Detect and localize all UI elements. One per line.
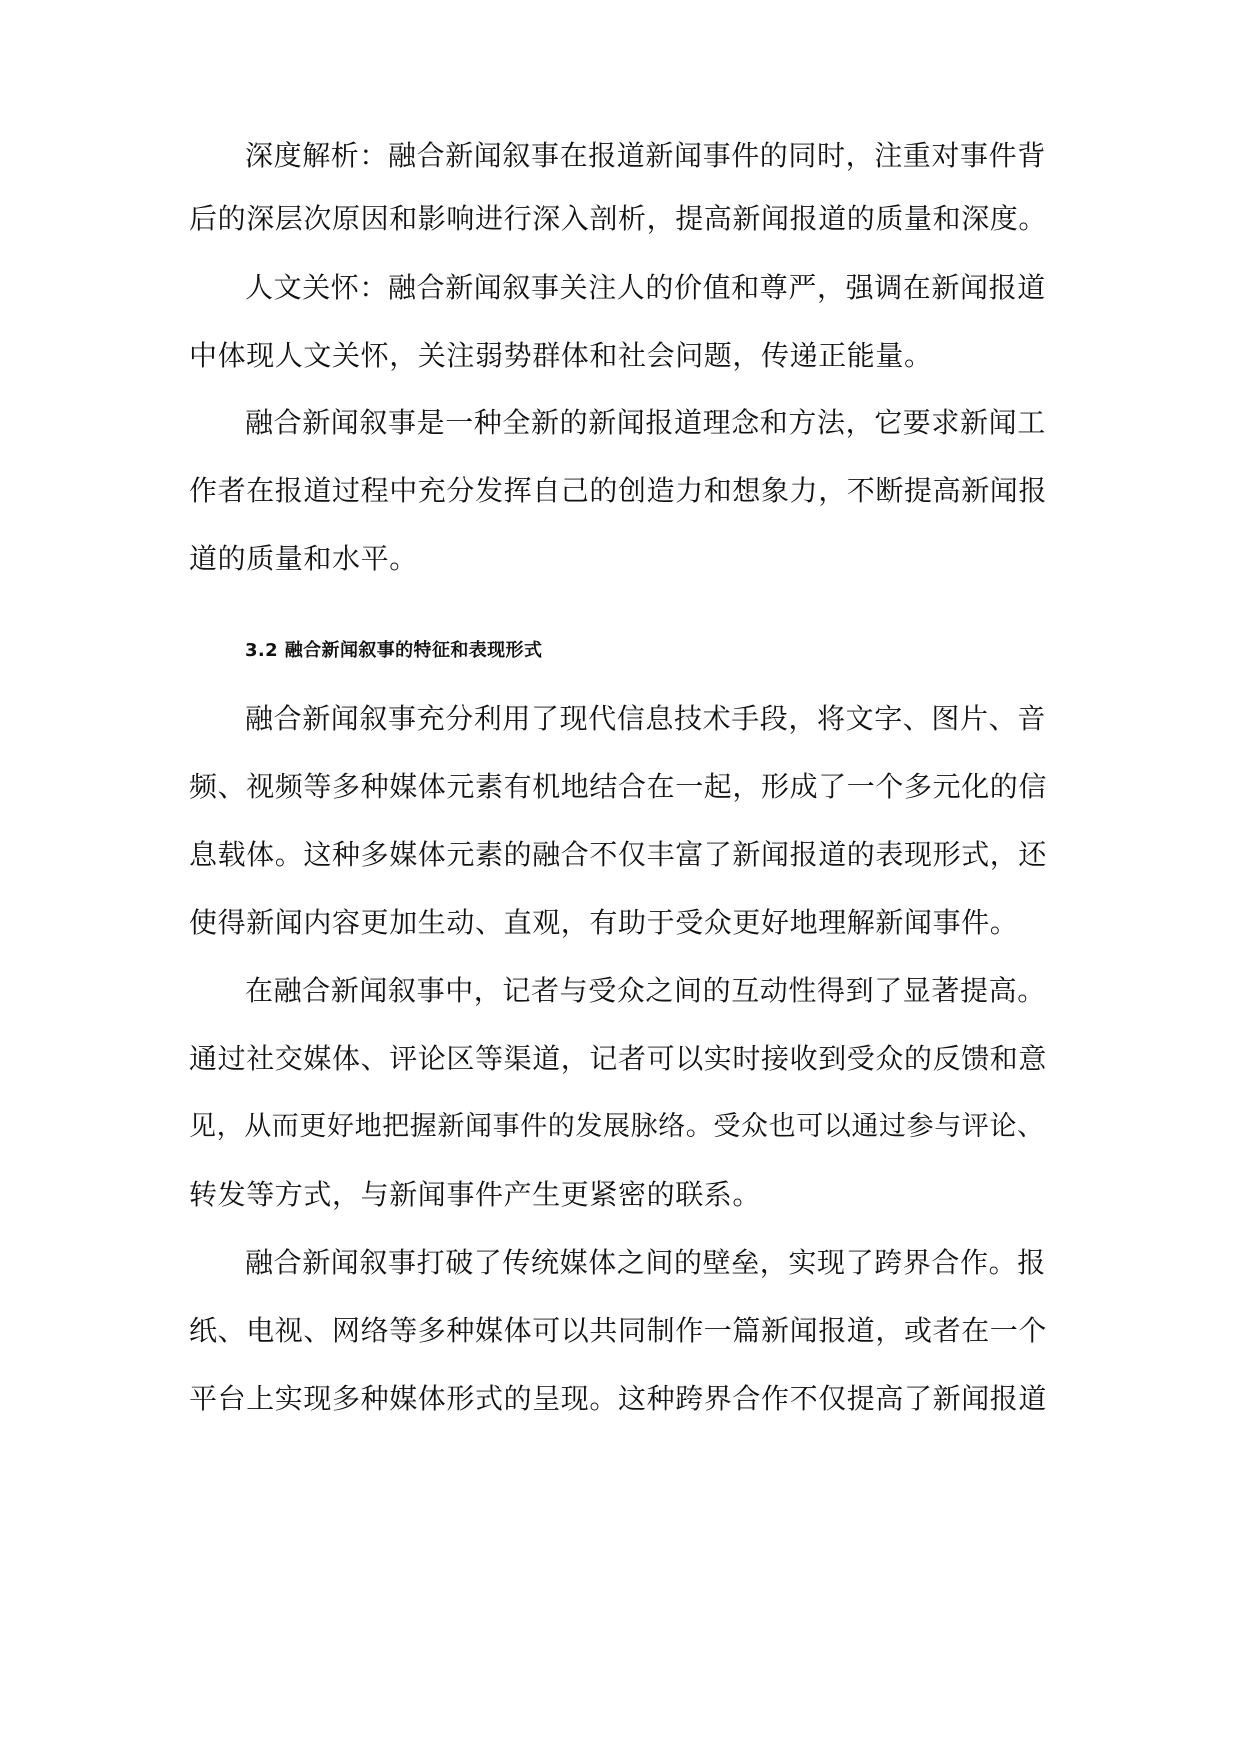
paragraph-line: 中体现人文关怀，关注弱势群体和社会问题，传递正能量。 xyxy=(189,339,933,372)
paragraph-line: 纸、电视、网络等多种媒体可以共同制作一篇新闻报道，或者在一个 xyxy=(189,1314,1048,1347)
paragraph-line: 融合新闻叙事是一种全新的新闻报道理念和方法，它要求新闻工 xyxy=(245,406,1046,439)
paragraph-line: 息载体。这种多媒体元素的融合不仅丰富了新闻报道的表现形式，还 xyxy=(189,838,1048,871)
paragraph-line: 转发等方式，与新闻事件产生更紧密的联系。 xyxy=(189,1178,762,1211)
paragraph-line: 融合新闻叙事充分利用了现代信息技术手段，将文字、图片、音 xyxy=(245,702,1046,735)
paragraph-line: 通过社交媒体、评论区等渠道，记者可以实时接收到受众的反馈和意 xyxy=(189,1042,1048,1075)
paragraph-line: 融合新闻叙事打破了传统媒体之间的壁垒，实现了跨界合作。报 xyxy=(245,1246,1046,1279)
paragraph-line: 见，从而更好地把握新闻事件的发展脉络。受众也可以通过参与评论、 xyxy=(189,1111,1045,1142)
paragraph-line: 深度解析：融合新闻叙事在报道新闻事件的同时，注重对事件背 xyxy=(245,139,1046,172)
paragraph-line: 使得新闻内容更加生动、直观，有助于受众更好地理解新闻事件。 xyxy=(189,906,1019,939)
paragraph-line: 人文关怀：融合新闻叙事关注人的价值和尊严，强调在新闻报道 xyxy=(245,271,1046,304)
paragraph-line: 平台上实现多种媒体形式的呈现。这种跨界合作不仅提高了新闻报道 xyxy=(189,1382,1048,1415)
paragraph-line: 频、视频等多种媒体元素有机地结合在一起，形成了一个多元化的信 xyxy=(189,770,1048,803)
section-heading: 3.2 融合新闻叙事的特征和表现形式 xyxy=(245,640,543,661)
paragraph-line: 道的质量和水平。 xyxy=(189,542,418,575)
paragraph-line: 作者在报道过程中充分发挥自己的创造力和想象力，不断提高新闻报 xyxy=(189,474,1048,507)
paragraph-line: 在融合新闻叙事中，记者与受众之间的互动性得到了显著提高。 xyxy=(245,974,1046,1007)
paragraph-line: 后的深层次原因和影响进行深入剖析，提高新闻报道的质量和深度。 xyxy=(189,202,1048,235)
